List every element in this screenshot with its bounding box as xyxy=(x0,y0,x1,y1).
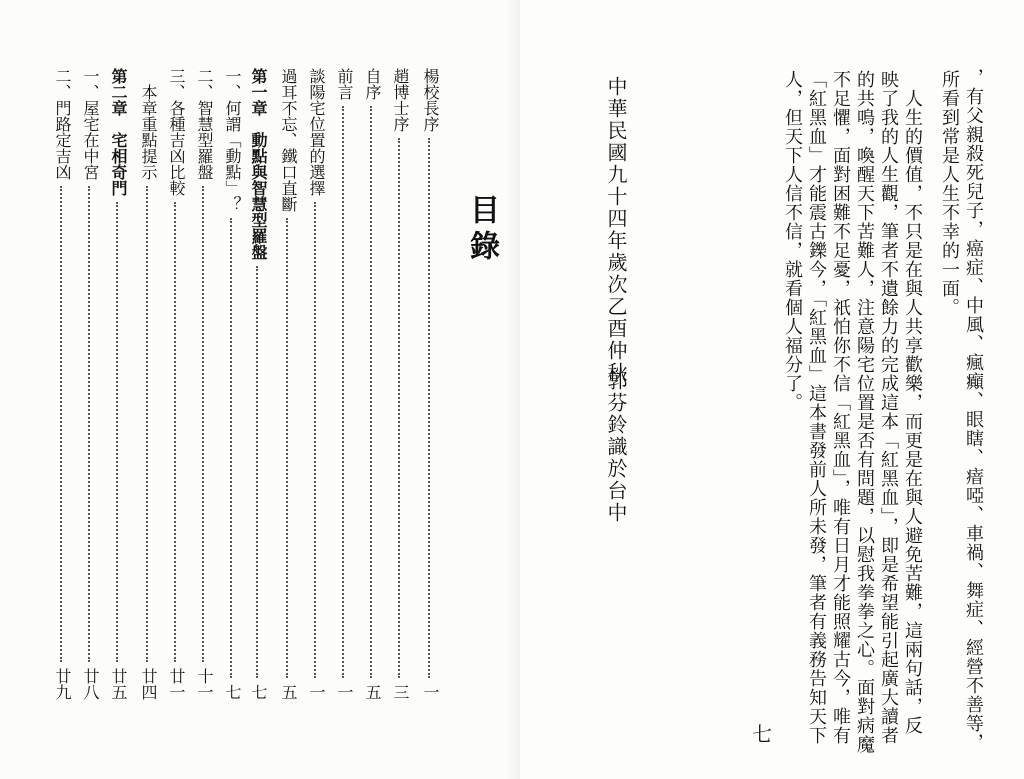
preface-line: ，有父親殺死兒子，癌症、中風、瘋癲、眼瞎、瘖啞、車禍、舞症、經營不善等， xyxy=(963,68,984,752)
toc-entry-title: 二、智慧型羅盤 xyxy=(195,68,214,180)
toc-leader-dots xyxy=(202,186,204,662)
toc-heading: 目錄 xyxy=(464,194,499,266)
preface-line: 不足懼，面對困難不足憂，祇怕你不信「紅黑血」，唯有日月才能照耀古今，唯有 xyxy=(830,70,851,745)
toc-entry xyxy=(52,68,72,700)
toc-leader-dots xyxy=(286,218,288,678)
toc-entry xyxy=(420,68,440,700)
toc-entry-page: 一 xyxy=(335,684,354,700)
toc-entry-title: 二、門路定吉凶 xyxy=(53,68,72,180)
right-page-preface xyxy=(520,0,1024,779)
toc-leader-dots xyxy=(256,266,258,678)
toc-leader-dots xyxy=(60,186,62,662)
toc-entry-title: 三、各種吉凶比較 xyxy=(167,68,186,196)
toc-entry-page: 五 xyxy=(279,684,298,700)
toc-entry-title: 第二章 宅相奇門 xyxy=(109,68,128,196)
toc-entry xyxy=(108,68,128,700)
toc-entry-page: 廿一 xyxy=(167,668,186,700)
toc-entry xyxy=(390,68,410,700)
preface-line: 人生的價值，不只是在與人共享歡樂，而更是在與人避免苦難，這兩句話，反 xyxy=(902,70,923,735)
preface-line: 「紅黑血」才能震古鑠今，「紅黑血」這本書發前人所未發，筆者有義務告知天下 xyxy=(806,70,827,745)
toc-leader-dots xyxy=(116,202,118,662)
toc-entry-page: 七 xyxy=(249,684,268,700)
toc-entry-title: 前言 xyxy=(335,68,354,100)
toc-entry-page: 三 xyxy=(391,684,410,700)
toc-entry-page: 五 xyxy=(363,684,382,700)
preface-line: 所看到常是人生不幸的一面。 xyxy=(939,70,960,317)
page-number: 七 xyxy=(752,722,772,746)
toc-entry-title: 楊校長序 xyxy=(421,68,440,132)
toc-leader-dots xyxy=(342,106,344,678)
toc-entry-title: 自序 xyxy=(363,68,382,100)
toc-entry-title: 過耳不忘、鐵口直斷 xyxy=(279,68,298,212)
colophon-date: 中華民國九十四年歲次乙酉仲秋 xyxy=(604,76,628,384)
toc-entry-title: 一、何謂「動點」？ xyxy=(223,68,242,212)
toc-entry xyxy=(194,68,214,700)
toc-entry-page: 一 xyxy=(307,684,326,700)
toc-leader-dots xyxy=(230,218,232,678)
toc-entry-title: 一、屋宅在中宮 xyxy=(81,68,100,180)
toc-entry-title: 趙博士序 xyxy=(391,68,410,132)
toc-entry-title: 第一章 動點與智慧型羅盤 xyxy=(249,68,268,260)
toc-leader-dots xyxy=(88,186,90,662)
toc-entry-title: 談陽宅位置的選擇 xyxy=(307,68,326,196)
toc-entry-page: 廿五 xyxy=(109,668,128,700)
toc-entry-page: 廿九 xyxy=(53,668,72,700)
toc-entry-page: 廿八 xyxy=(81,668,100,700)
toc-entry xyxy=(306,68,326,700)
toc-entry xyxy=(138,68,158,700)
toc-entry xyxy=(222,68,242,700)
toc-entry xyxy=(334,68,354,700)
toc-entry xyxy=(362,68,382,700)
toc-entry xyxy=(166,68,186,700)
toc-leader-dots xyxy=(146,186,148,662)
toc-leader-dots xyxy=(174,202,176,662)
toc-entry xyxy=(278,68,298,700)
preface-line: 映了我的人生觀，筆者不遺餘力的完成這本「紅黑血」，即是希望能引起廣大讀者 xyxy=(878,70,899,745)
toc-leader-dots xyxy=(428,138,430,678)
toc-entry-page: 七 xyxy=(223,684,242,700)
toc-leader-dots xyxy=(314,202,316,678)
toc-leader-dots xyxy=(398,138,400,678)
toc-entry-title: 本章重點提示 xyxy=(139,68,158,180)
toc-entry-page: 廿四 xyxy=(139,668,158,700)
preface-line: 的共鳴，喚醒天下苦難人，注意陽宅位置是否有問題，以慰我拳拳之心。面對病魔 xyxy=(854,70,875,754)
toc-leader-dots xyxy=(370,106,372,678)
toc-entry-page: 十一 xyxy=(195,668,214,700)
preface-line: 人，但天下人信不信，就看個人福分了。 xyxy=(782,70,803,412)
toc-entry xyxy=(80,68,100,700)
toc-entry xyxy=(248,68,268,700)
toc-entry-page: 一 xyxy=(421,684,440,700)
colophon-author: 郭芬鈴識於台中 xyxy=(604,370,628,524)
